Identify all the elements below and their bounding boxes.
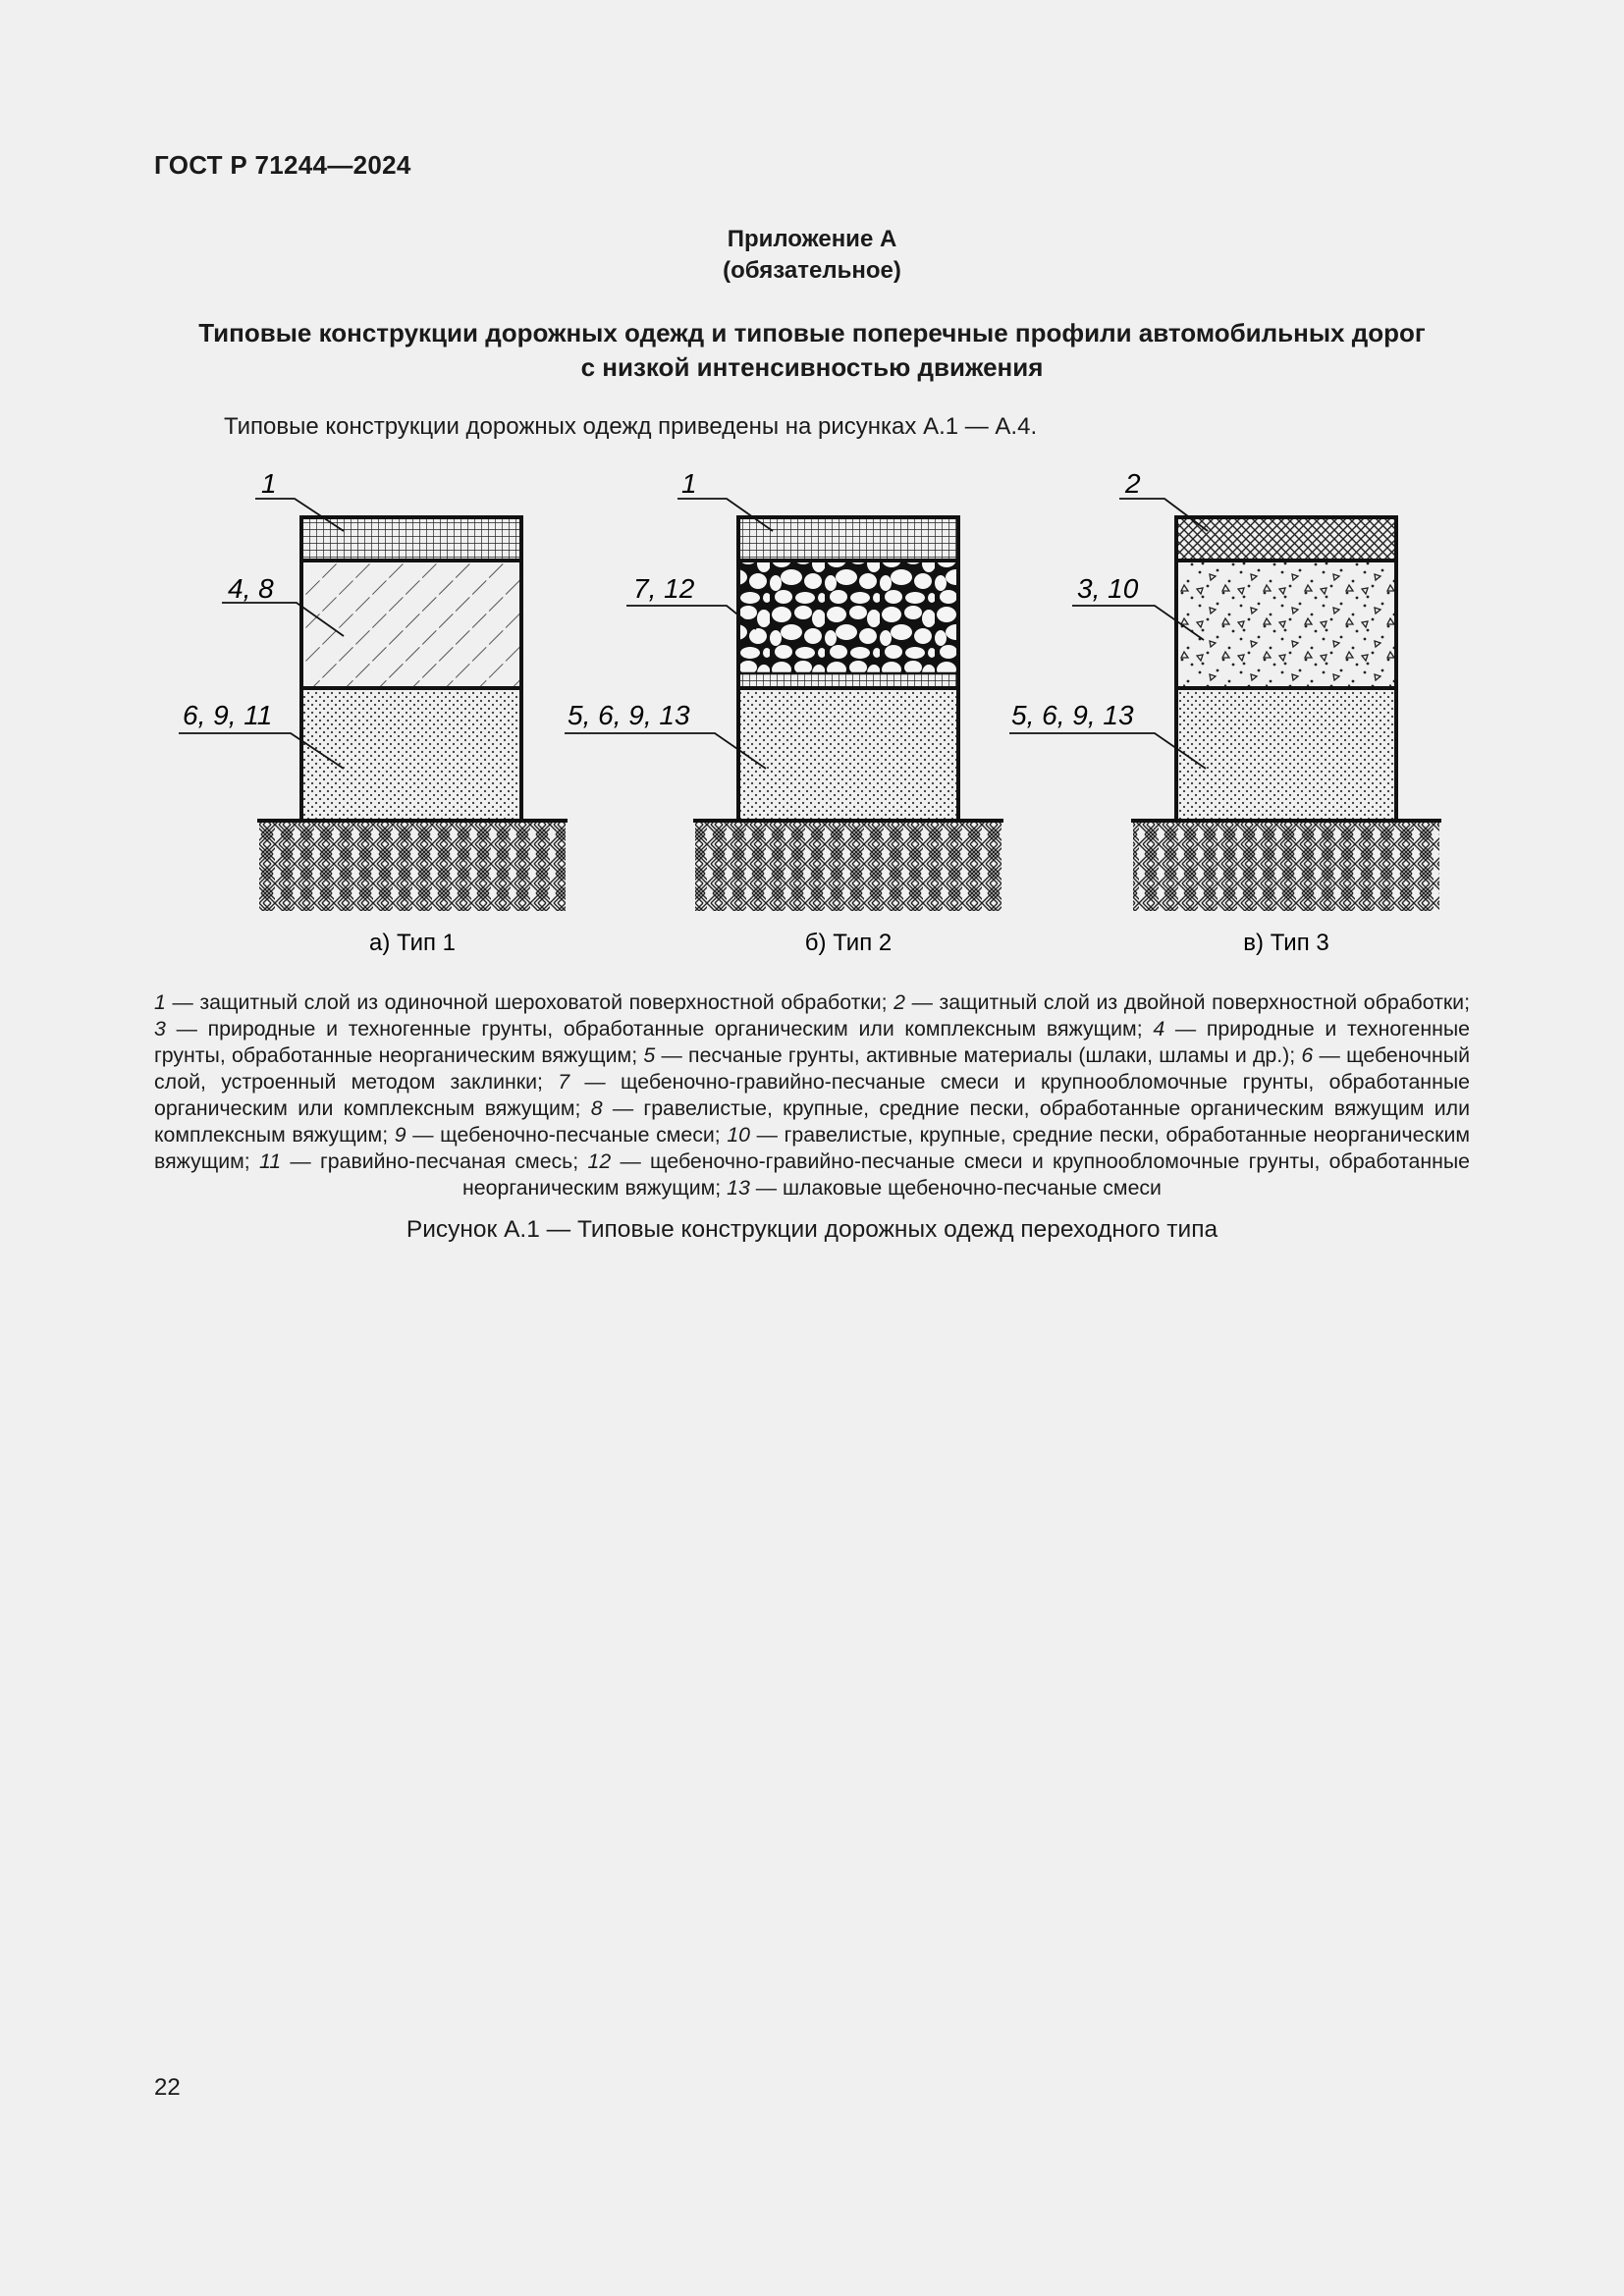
- appendix-title: Приложение А: [727, 226, 897, 252]
- legend-item: 4 — природные и техногенные грунты, обработанные неорганическим вяжущим;: [154, 1017, 1470, 1067]
- label-bottom: 5, 6, 9, 13: [568, 700, 690, 730]
- panel-caption: б) Тип 2: [804, 930, 893, 956]
- layer-middle-base: [1176, 561, 1396, 688]
- legend-item: 13 — шлаковые щебеночно-песчаные смеси: [727, 1176, 1162, 1200]
- legend-item: 1 — защитный слой из одиночной шероховатой поверхностной обработки;: [154, 990, 894, 1014]
- panel-type-3: [1009, 468, 1441, 956]
- label-middle: 4, 8: [228, 573, 274, 604]
- pavement-structures-figure: [0, 461, 1624, 972]
- label-top: 1: [681, 468, 697, 499]
- document-code: ГОСТ Р 71244—2024: [154, 150, 411, 180]
- legend-item: 2 — защитный слой из двойной поверхностной обработки;: [893, 990, 1470, 1014]
- label-bottom: 5, 6, 9, 13: [1011, 700, 1134, 730]
- subgrade-soil: [259, 821, 566, 911]
- legend-item: 8 — гравелистые, крупные, средние пески, обработанные органическим вяжущим или комплексным вяжущим;: [154, 1096, 1470, 1147]
- subgrade-soil: [695, 821, 1001, 911]
- panel-caption: в) Тип 3: [1243, 930, 1329, 956]
- layer-bottom-subbase: [738, 688, 958, 821]
- layer-top-protective: [1176, 517, 1396, 561]
- label-bottom: 6, 9, 11: [183, 700, 273, 730]
- legend-item: 7 — щебеночно-гравийно-песчаные смеси и крупнообломочные грунты, обработанные органическим или комплексным вяжущим;: [154, 1070, 1470, 1120]
- page-number: 22: [154, 2074, 181, 2101]
- figure-legend: [154, 989, 1470, 1201]
- panel-type-2: [565, 468, 1003, 956]
- layer-bottom-subbase: [1176, 688, 1396, 821]
- section-title: [147, 316, 1477, 385]
- legend-item: 5 — песчаные грунты, активные материалы (шлаки, шламы и др.);: [643, 1043, 1302, 1067]
- leader-line: [565, 733, 766, 769]
- figure-title: Рисунок А.1 — Типовые конструкции дорожных одежд переходного типа: [406, 1216, 1218, 1243]
- layer-top-protective: [738, 517, 958, 561]
- legend-item: 9 — щебеночно-песчаные смеси;: [394, 1123, 728, 1147]
- label-middle: 3, 10: [1077, 573, 1139, 604]
- panel-type-1: [179, 468, 568, 956]
- layer-bottom-subbase: [301, 688, 521, 821]
- layer-interlayer: [738, 673, 958, 688]
- legend-item: 11 — гравийно-песчаная смесь;: [259, 1149, 588, 1173]
- legend-item: 6 — щебеночный слой, устроенный методом заклинки;: [154, 1043, 1470, 1094]
- appendix-heading: [0, 224, 1624, 287]
- label-top: 2: [1125, 468, 1141, 499]
- legend-item: 3 — природные и техногенные грунты, обработанные органическим или комплексным вяжущим;: [154, 1017, 1154, 1041]
- layer-top-protective: [301, 517, 521, 561]
- legend-item: 12 — щебеночно-гравийно-песчаные смеси и крупнообломочные грунты, обработанные неорганическим вяжущим;: [462, 1149, 1470, 1200]
- section-title-line1: Типовые конструкции дорожных одежд и типовые поперечные профили автомобильных дорог: [198, 318, 1426, 347]
- layer-middle-base: [301, 561, 521, 688]
- intro-paragraph: Типовые конструкции дорожных одежд приведены на рисунках А.1 — А.4.: [224, 413, 1038, 440]
- label-middle: 7, 12: [633, 573, 695, 604]
- subgrade-soil: [1133, 821, 1439, 911]
- legend-item: 10 — гравелистые, крупные, средние пески, обработанные неорганическим вяжущим;: [154, 1123, 1470, 1173]
- layer-middle-base: [738, 561, 958, 673]
- appendix-status: (обязательное): [723, 257, 901, 284]
- panel-caption: а) Тип 1: [368, 930, 457, 956]
- section-title-line2: с низкой интенсивностью движения: [580, 352, 1044, 382]
- label-top: 1: [261, 468, 277, 499]
